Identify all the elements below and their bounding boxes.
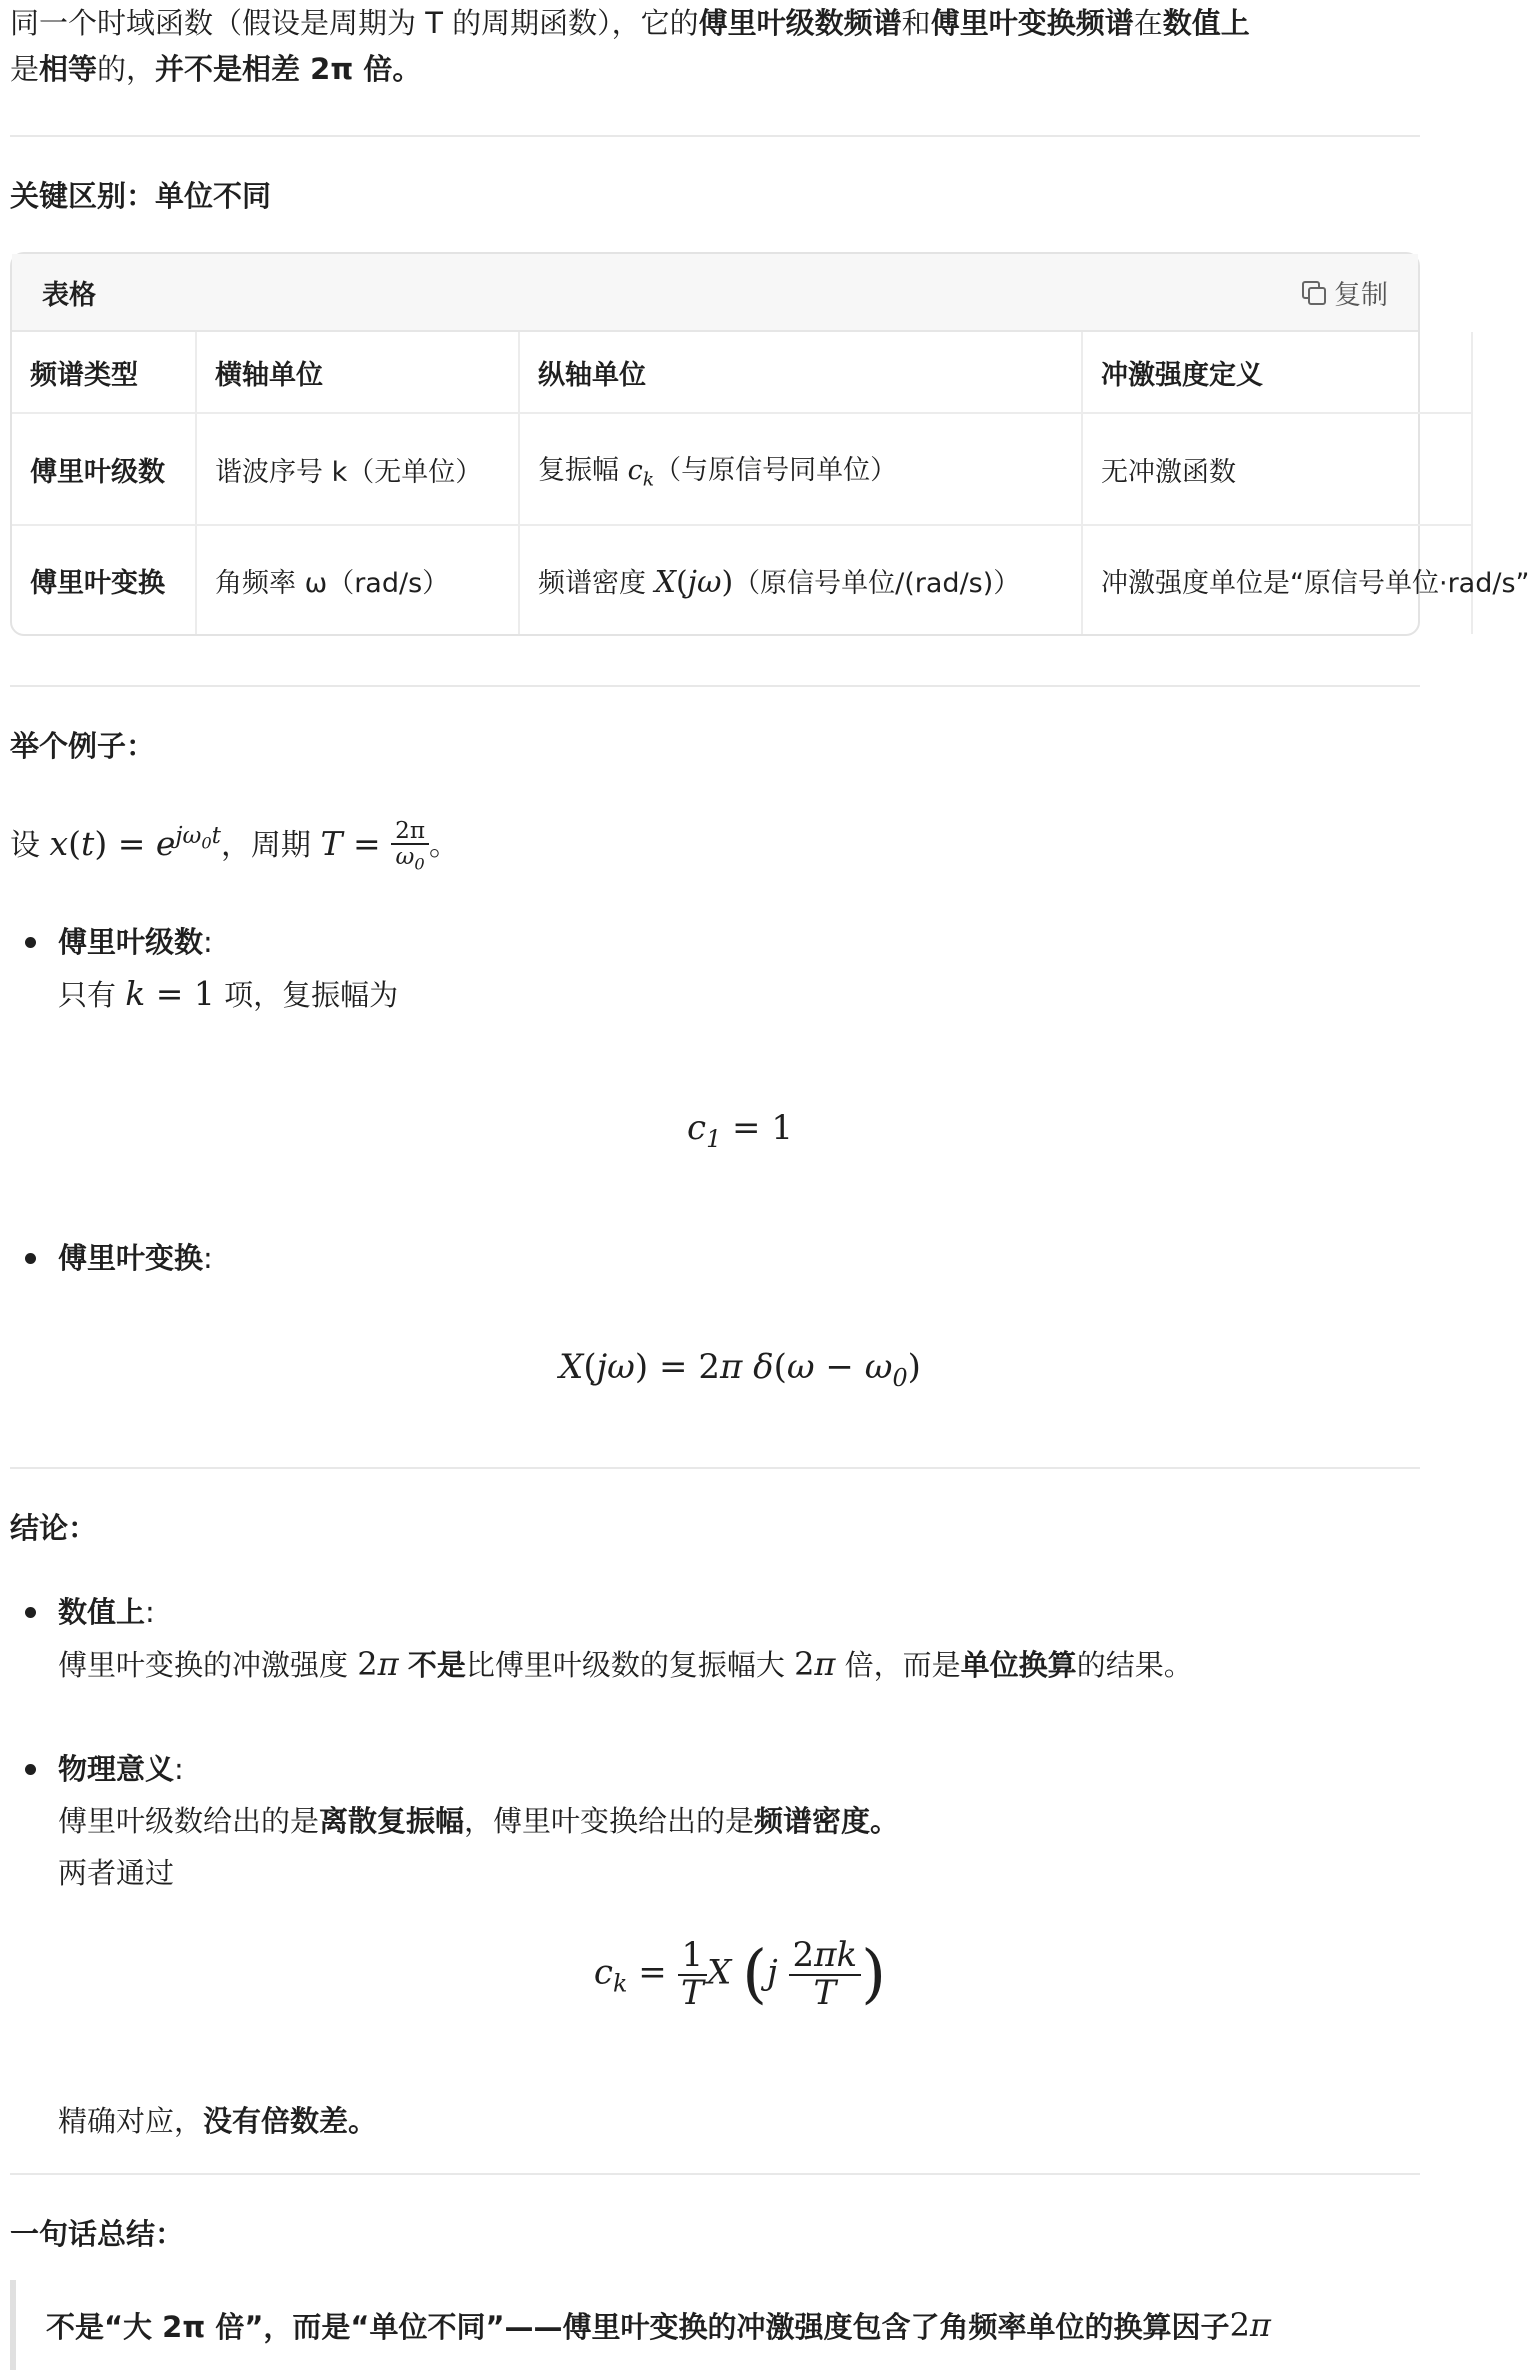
text: 比傅里叶级数的复振幅大 — [465, 1648, 795, 1682]
divider — [10, 685, 1420, 687]
bullet-label: 傅里叶变换 — [58, 1241, 204, 1275]
text: 傅里叶级数给出的是 — [58, 1804, 320, 1838]
bold-unit-conversion: 单位换算 — [960, 1648, 1077, 1682]
intro-text: 同一个时域函数（假设是周期为 T 的周期函数），它的 — [10, 6, 699, 40]
table-cell: 无冲激函数 — [1082, 413, 1472, 525]
table-title: 表格 — [42, 279, 96, 311]
example-heading: 举个例子： — [10, 729, 156, 763]
divider — [10, 2173, 1420, 2175]
column-header: 横轴单位 — [196, 332, 519, 413]
units-table-container — [10, 252, 1530, 636]
table-header-bar — [12, 254, 1418, 332]
math-xjw: X(jω) — [654, 564, 734, 600]
text: 的结果。 — [1076, 1648, 1193, 1682]
text: : — [203, 1241, 213, 1275]
equation-c1: $c_1 = 1$ — [687, 1108, 793, 1153]
intro-text: 是 — [10, 52, 40, 86]
equation-xjw: X(jω) = 2π $\delta(\omega - \omega_0)$ — [559, 1347, 921, 1392]
text: : — [145, 1595, 155, 1629]
text: 。 — [429, 828, 460, 863]
equation-ck: $c_k$ = $\frac{1}{T}$ X (j $\frac{2\pi k}{T}$ ) — [593, 1935, 887, 2013]
copy-label: 复制 — [1334, 279, 1388, 311]
intro-bold-numeric: 数值上 — [1162, 6, 1250, 40]
text: : — [203, 925, 213, 959]
divider — [10, 1467, 1420, 1469]
text: 倍，而是 — [835, 1648, 961, 1682]
bold-not: 不是 — [407, 1648, 466, 1682]
table-cell: 傅里叶级数 — [12, 413, 196, 525]
math-period-def: T = $\frac{2\pi}{\omega_0}$ — [320, 824, 429, 863]
intro-text: 在 — [1133, 6, 1163, 40]
summary-blockquote — [10, 2280, 1430, 2370]
summary-quote-text: 不是“大 2π 倍”，而是“单位不同”——傅里叶变换的冲激强度包含了角频率单位的换算因子 — [46, 2309, 1230, 2344]
table-cell: 谐波序号 k（无单位） — [196, 413, 519, 525]
column-header: 频谱类型 — [12, 332, 196, 413]
list-item-numeric — [10, 1586, 1418, 1691]
math-k-eq-1: k = 1 — [125, 974, 215, 1013]
text: 傅里叶变换的冲激强度 — [58, 1648, 358, 1682]
text: ，周期 — [220, 828, 321, 863]
bold-discrete-amplitude: 离散复振幅 — [319, 1804, 465, 1838]
table-row — [12, 525, 1472, 634]
table-row — [12, 413, 1472, 525]
table-header-row — [12, 332, 1472, 413]
list-item-fourier-series — [10, 916, 1418, 1021]
divider — [10, 135, 1420, 137]
text: 只有 — [58, 978, 126, 1012]
text: 设 — [10, 828, 50, 863]
conclusion-heading: 结论： — [10, 1511, 98, 1545]
list-item-physical-meaning — [10, 1743, 1418, 1899]
list-item-fourier-transform — [10, 1232, 213, 1284]
cell-text: 频谱密度 — [538, 567, 655, 599]
table-cell: 角频率 ω（rad/s） — [196, 525, 519, 634]
cell-text: （原信号单位/(rad/s)） — [733, 567, 1021, 599]
math-ck: $c_k$ — [627, 454, 655, 491]
column-header: 冲激强度定义 — [1082, 332, 1472, 413]
intro-bold-equal: 相等 — [39, 52, 98, 86]
copy-button[interactable] — [1302, 273, 1388, 312]
table-cell: 傅里叶变换 — [12, 525, 196, 634]
table-cell — [519, 413, 1082, 525]
units-table — [12, 332, 1530, 634]
intro-bold-not-2pi: 并不是相差 2π 倍。 — [155, 52, 422, 86]
intro-paragraph — [10, 0, 1420, 92]
key-diff-heading: 关键区别：单位不同 — [10, 179, 272, 213]
intro-bold-fs-spectrum: 傅里叶级数频谱 — [698, 6, 902, 40]
bullet-label: 傅里叶级数 — [58, 925, 204, 959]
text: 项，复振幅为 — [214, 978, 399, 1012]
bold-no-multiple: 没有倍数差。 — [203, 2104, 378, 2138]
intro-text: 和 — [901, 6, 931, 40]
bullet-label: 物理意义 — [58, 1752, 175, 1786]
cell-text: （与原信号同单位） — [654, 454, 898, 486]
table-cell: 冲激强度单位是“原信号单位·rad/s” — [1082, 525, 1472, 634]
intro-bold-ft-spectrum: 傅里叶变换频谱 — [930, 6, 1134, 40]
math-2pi: 2π — [794, 1645, 836, 1683]
bullet-label: 数值上 — [58, 1595, 146, 1629]
math-2pi: 2π — [357, 1645, 399, 1683]
intro-text: 的， — [97, 52, 156, 86]
summary-heading: 一句话总结： — [10, 2217, 185, 2251]
text: 两者通过 — [58, 1856, 175, 1890]
text: ，傅里叶变换给出的是 — [464, 1804, 755, 1838]
exact-correspondence-line — [10, 2095, 377, 2147]
text: 精确对应， — [58, 2104, 204, 2138]
text: : — [174, 1752, 184, 1786]
column-header: 纵轴单位 — [519, 332, 1082, 413]
table-cell — [519, 525, 1082, 634]
example-setup-line — [10, 810, 459, 873]
bold-spectral-density: 频谱密度。 — [754, 1804, 900, 1838]
cell-text: 复振幅 — [538, 454, 628, 486]
math-2pi: 2π — [1229, 2306, 1271, 2344]
math-xt-def: $x(t) = e^{j\omega_0t}$ — [49, 823, 221, 863]
copy-icon — [1302, 281, 1324, 303]
